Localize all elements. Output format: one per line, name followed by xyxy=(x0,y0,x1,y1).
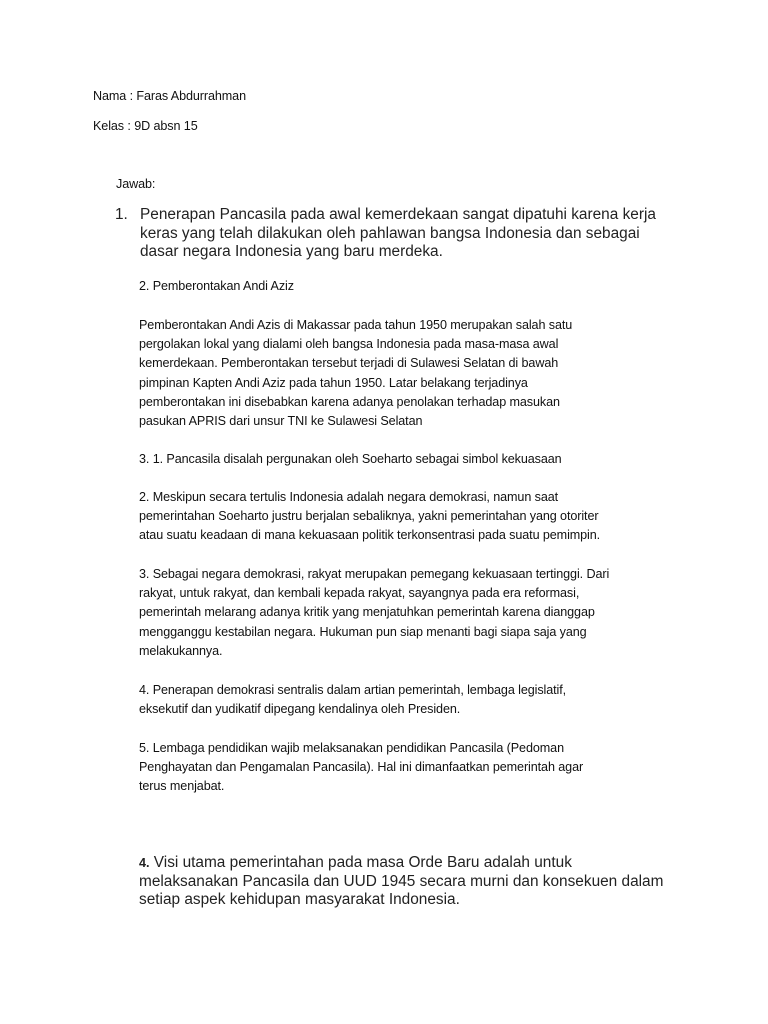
answer-3-point-5-line xyxy=(139,779,224,793)
answer-3-point-4-line xyxy=(139,702,460,716)
answer-3-point-2-text: pemerintahan Soeharto justru berjalan sebaliknya, yakni pemerintahan yang otoriter xyxy=(139,509,599,524)
answer-3-point-5-text: 5. Lembaga pendidikan wajib melaksanakan pendidikan Pancasila (Pedoman xyxy=(139,741,564,755)
answer-1-text: dasar negara Indonesia yang baru merdeka. xyxy=(140,243,443,260)
answer-3-point-5-text: terus menjabat. xyxy=(139,779,225,794)
answer-4-line xyxy=(139,891,460,909)
answer-2-body-text: pasukan APRIS dari unsur TNI ke Sulawesi Selatan xyxy=(139,414,423,428)
answer-4-text: Visi utama pemerintahan pada masa Orde Baru adalah untuk xyxy=(153,854,572,871)
answer-2-body-text: pergolakan lokal yang dialami oleh bangsa Indonesia pada masa-masa awal xyxy=(139,337,559,352)
answer-3-point-3-line xyxy=(139,586,579,600)
answer-2-body-line xyxy=(139,414,422,428)
answer-2-body-text: Pemberontakan Andi Azis di Makassar pada tahun 1950 merupakan salah satu xyxy=(139,318,573,332)
answer-3-point-1-text: 3. 1. Pancasila disalah pergunakan oleh Soeharto sebagai simbol kekuasaan xyxy=(139,452,562,466)
answer-2-body-line xyxy=(139,318,572,332)
answer-3-point-3-text: pemerintah melarang adanya kritik yang menjatuhkan pemerintah karena dianggap xyxy=(139,605,595,620)
answer-1-line xyxy=(140,206,656,224)
answer-3-point-3-text: melakukannya. xyxy=(139,643,223,658)
answer-4-number: 4. xyxy=(139,856,150,870)
answer-3-point-3-line xyxy=(139,644,222,658)
answer-3-point-5-text: Penghayatan dan Pengamalan Pancasila). Hal ini dimanfaatkan pemerintah agar xyxy=(139,760,584,775)
answer-1-list-number: 1. xyxy=(115,206,128,223)
answer-3-point-5-line xyxy=(139,760,583,774)
answer-1-text: Penerapan Pancasila pada awal kemerdekaan sangat dipatuhi karena kerja xyxy=(140,206,656,223)
answer-3-point-1-line xyxy=(139,452,562,466)
answer-3-point-3-line xyxy=(139,605,595,619)
answer-1-line xyxy=(140,243,443,261)
answer-3-point-5-line xyxy=(139,741,564,755)
answer-2-title-text: 2. Pemberontakan Andi Aziz xyxy=(139,279,294,293)
answer-3-point-3-text: rakyat, untuk rakyat, dan kembali kepada rakyat, sayangnya pada era reformasi, xyxy=(139,586,580,601)
answer-4-text: setiap aspek kehidupan masyarakat Indonesia. xyxy=(139,891,460,908)
answer-3-point-2-text: 2. Meskipun secara tertulis Indonesia adalah negara demokrasi, namun saat xyxy=(139,490,559,504)
answer-4-line xyxy=(139,873,663,891)
student-class: Kelas : 9D absn 15 xyxy=(93,119,198,133)
answer-2-body-text: pemberontakan ini disebabkan karena adanya penolakan terhadap masukan xyxy=(139,394,560,409)
answer-3-point-3-line xyxy=(139,625,587,639)
answer-3-point-3-line xyxy=(139,567,609,581)
answer-2-body-text: kemerdekaan. Pemberontakan tersebut terjadi di Sulawesi Selatan di bawah xyxy=(139,356,559,371)
answer-3-point-2-line xyxy=(139,509,598,523)
answer-3-point-4-text: 4. Penerapan demokrasi sentralis dalam artian pemerintah, lembaga legislatif, xyxy=(139,683,567,697)
student-name: Nama : Faras Abdurrahman xyxy=(93,89,246,103)
answer-4-line xyxy=(139,854,572,872)
answer-label: Jawab: xyxy=(116,177,156,191)
answer-2-title-line xyxy=(139,279,294,293)
answer-3-point-4-text: eksekutif dan yudikatif dipegang kendalinya oleh Presiden. xyxy=(139,702,461,717)
answer-3-point-2-line xyxy=(139,528,600,542)
answer-4-text: melaksanakan Pancasila dan UUD 1945 secara murni dan konsekuen dalam xyxy=(139,872,664,890)
answer-1-text: keras yang telah dilakukan oleh pahlawan bangsa Indonesia dan sebagai xyxy=(140,224,640,242)
answer-2-body-line xyxy=(139,337,558,351)
answer-3-point-3-text: 3. Sebagai negara demokrasi, rakyat merupakan pemegang kekuasaan tertinggi. Dari xyxy=(139,567,610,581)
answer-2-body-line xyxy=(139,376,528,390)
answer-2-body-line xyxy=(139,395,560,409)
answer-3-point-2-text: atau suatu keadaan di mana kekuasaan politik terkonsentrasi pada suatu pemimpin. xyxy=(139,528,601,543)
answer-3-point-3-text: mengganggu kestabilan negara. Hukuman pun siap menanti bagi siapa saja yang xyxy=(139,624,587,639)
answer-2-body-text: pimpinan Kapten Andi Aziz pada tahun 1950. Latar belakang terjadinya xyxy=(139,375,528,390)
answer-1-line xyxy=(140,225,640,243)
answer-3-point-4-line xyxy=(139,683,566,697)
answer-2-body-line xyxy=(139,356,558,370)
answer-3-point-2-line xyxy=(139,490,558,504)
